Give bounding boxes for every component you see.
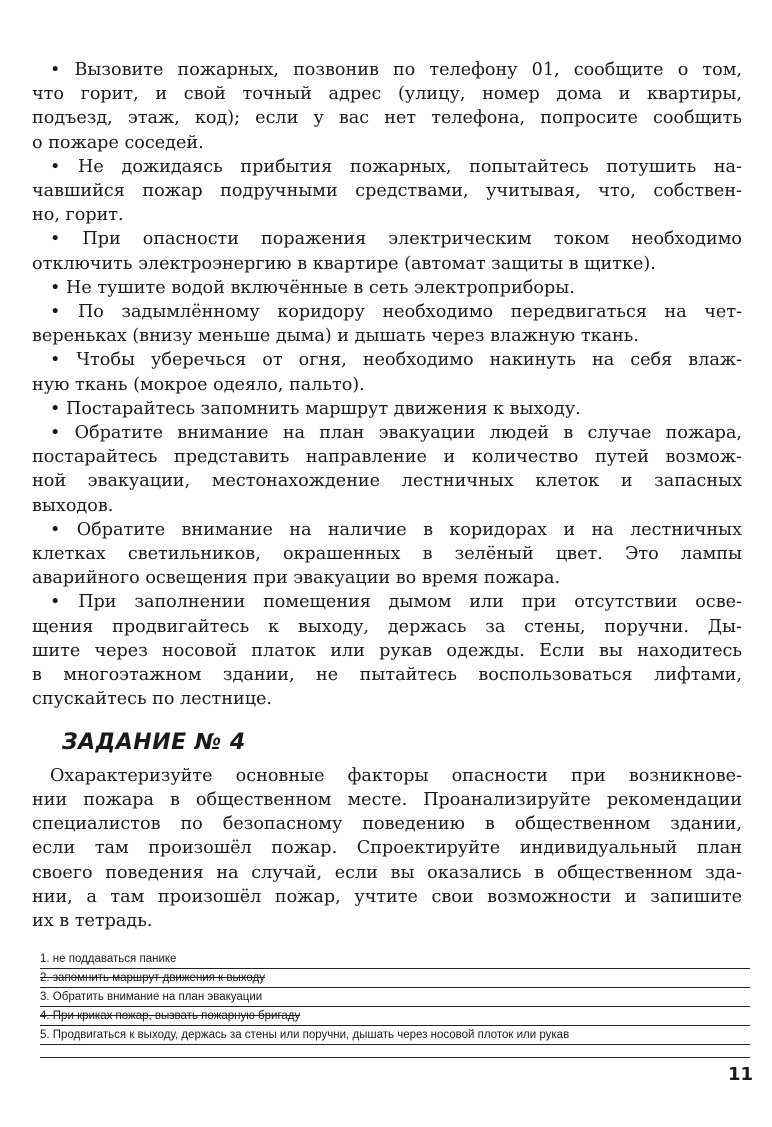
text-line: • При заполнении помещения дымом или при отсутствии осве- xyxy=(50,592,742,613)
task-text xyxy=(32,764,742,933)
text-line: чавшийся пожар подручными средствами, учитывая, что, собствен- xyxy=(32,181,742,202)
text-line: • При опасности поражения электрическим током необходимо xyxy=(50,229,742,250)
text-line: • По задымлённому коридору необходимо передвигаться на чет- xyxy=(50,302,742,323)
bullet-paragraph xyxy=(32,518,742,591)
text-line: если там произошёл пожар. Спроектируйте индивидуальный план xyxy=(32,838,742,859)
page-number: 11 xyxy=(728,1064,754,1085)
bullet-paragraph xyxy=(32,421,742,518)
answer-text: 2. запомнить маршрут движения к выходу xyxy=(40,972,265,984)
recommendations-list xyxy=(32,58,742,711)
text-line: клетках светильников, окрашенных в зелёный цвет. Это лампы xyxy=(32,544,742,565)
bullet-paragraph xyxy=(32,348,742,396)
text-line: постарайтесь представить направление и количество путей возмож- xyxy=(32,447,742,468)
answer-text: 4. При криках пожар, вызвать пожарную бригаду xyxy=(40,1010,301,1022)
text-line: вереньках (внизу меньше дыма) и дышать через влажную ткань. xyxy=(32,326,639,347)
text-line: • Вызовите пожарных, позвонив по телефону 01, сообщите о том, xyxy=(50,60,742,80)
bullet-paragraph xyxy=(32,276,742,300)
bullet-paragraph xyxy=(32,590,742,711)
answer-lines xyxy=(40,950,750,1058)
text-line: нии пожара в общественном месте. Проанализируйте рекомендации xyxy=(32,789,742,810)
answer-line xyxy=(40,988,750,1007)
answer-text: 3. Обратить внимание на план эвакуации xyxy=(40,991,263,1003)
answer-line xyxy=(40,1026,750,1045)
text-line: что горит, и свой точный адрес (улицу, номер дома и квартиры, xyxy=(32,84,742,105)
text-line: ной эвакуации, местонахождение лестничных клеток и запасных xyxy=(32,471,742,492)
text-line: отключить электроэнергию в квартире (автомат защиты в щитке). xyxy=(32,253,656,274)
text-line: специалистов по безопасному поведению в общественном здании, xyxy=(32,814,742,835)
text-line: аварийного освещения при эвакуации во время пожара. xyxy=(32,568,561,589)
bullet-paragraph xyxy=(32,300,742,348)
text-line: нии, а там произошёл пожар, учтите свои возможности и запишите xyxy=(32,886,742,907)
text-line: их в тетрадь. xyxy=(32,910,153,931)
text-line: • Не тушите водой включённые в сеть электроприборы. xyxy=(50,277,575,298)
text-line: о пожаре соседей. xyxy=(32,132,204,153)
answer-text: 5. Продвигаться к выходу, держась за стены или поручни, дышать через носовой плоток или рукав xyxy=(40,1029,570,1041)
answer-line xyxy=(40,1007,750,1026)
text-line: выходов. xyxy=(32,495,114,516)
text-line: • Обратите внимание на наличие в коридорах и на лестничных xyxy=(50,519,742,540)
answer-line xyxy=(40,950,750,969)
text-line: в многоэтажном здании, не пытайтесь воспользоваться лифтами, xyxy=(32,665,742,686)
text-line: щения продвигайтесь к выходу, держась за стены, поручни. Ды- xyxy=(32,616,742,637)
bullet-paragraph xyxy=(32,58,742,155)
text-line: Охарактеризуйте основные факторы опасности при возникнове- xyxy=(50,765,742,786)
text-line: • Чтобы уберечься от огня, необходимо накинуть на себя влаж- xyxy=(50,350,742,371)
bullet-paragraph xyxy=(32,227,742,275)
text-line: • Обратите внимание на план эвакуации людей в случае пожара, xyxy=(50,423,742,444)
answer-line xyxy=(40,969,750,988)
bullet-paragraph xyxy=(32,397,742,421)
text-line: спускайтесь по лестнице. xyxy=(32,689,273,710)
blank-answer-line xyxy=(40,1045,750,1058)
text-line: подъезд, этаж, код); если у вас нет телефона, попросите сообщить xyxy=(32,108,742,129)
text-line: шите через носовой платок или рукав одежды. Если вы находитесь xyxy=(32,640,742,661)
text-line: ную ткань (мокрое одеяло, пальто). xyxy=(32,374,365,395)
document-body xyxy=(32,58,742,933)
text-line: • Не дожидаясь прибытия пожарных, попытайтесь потушить на- xyxy=(50,156,742,177)
bullet-paragraph xyxy=(32,155,742,228)
text-line: своего поведения на случай, если вы оказались в общественном зда- xyxy=(32,862,742,883)
answer-text: 1. не поддаваться панике xyxy=(40,953,177,965)
task-heading: ЗАДАНИЕ № 4 xyxy=(62,730,246,756)
text-line: • Постарайтесь запомнить маршрут движения к выходу. xyxy=(50,398,581,419)
text-line: но, горит. xyxy=(32,205,124,226)
task-paragraph xyxy=(32,764,742,933)
